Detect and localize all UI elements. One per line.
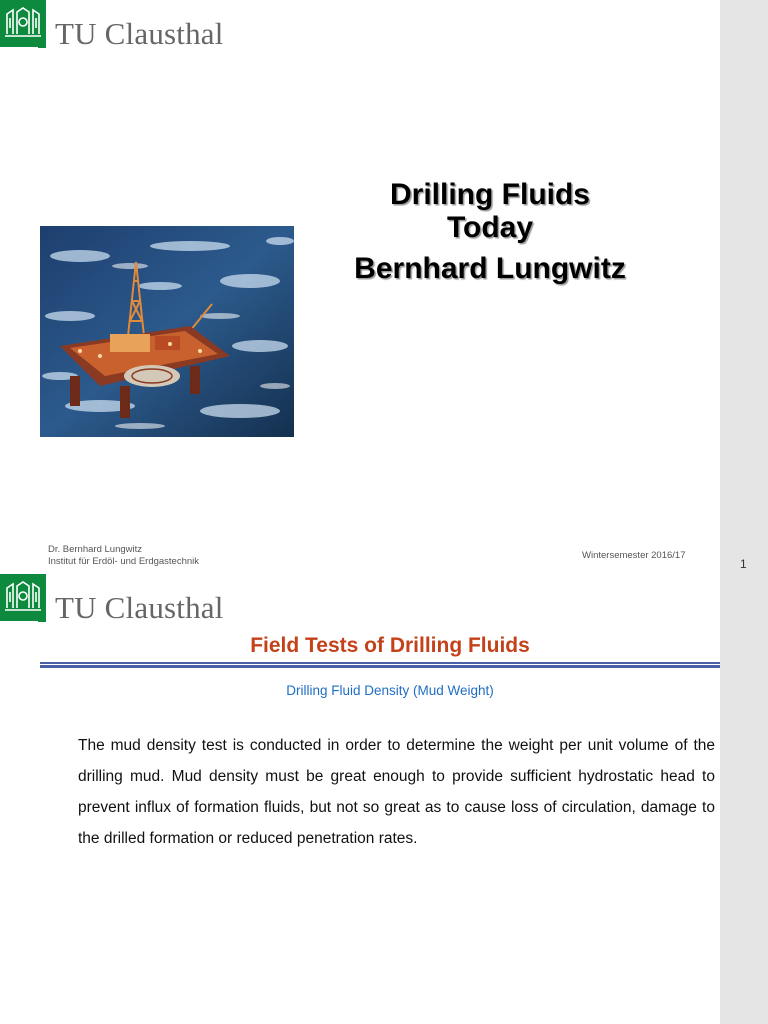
- footer-name: Dr. Bernhard Lungwitz: [48, 544, 142, 555]
- title-line-1: Drilling Fluids: [390, 178, 590, 211]
- footer-institute: Institut für Erdöl- und Erdgastechnik: [48, 556, 200, 567]
- slide-2: [0, 574, 720, 1024]
- university-logo: [0, 574, 224, 625]
- viewer-gutter: [720, 0, 768, 1024]
- university-logo: [0, 0, 224, 51]
- logo-text: TU Clausthal: [55, 590, 224, 625]
- footer-semester: Wintersemester 2016/17: [582, 550, 686, 561]
- offshore-drilling-rig-photo: [40, 226, 294, 437]
- title-rule-thick: [40, 665, 744, 668]
- slide-2-subtitle: Drilling Fluid Density (Mud Weight): [286, 683, 494, 698]
- title-rule-thin: [40, 662, 744, 664]
- slide-title: [300, 178, 680, 285]
- footer-author-info: [48, 544, 199, 568]
- logo-text: TU Clausthal: [55, 16, 224, 51]
- logo-dot: [38, 40, 46, 48]
- slide-2-body: The mud density test is conducted in order to determine the weight per unit volume of the drilling mud. Mud density must be great enough to provide sufficient hydrostatic head to prevent influx of formation fluids, but not so great as to cause loss of circulation, damage to the drilled formation or reduced penetration rates.: [78, 737, 715, 847]
- page-number: 1: [740, 557, 747, 571]
- author-name: Bernhard Lungwitz: [354, 252, 626, 285]
- title-line-2: Today: [446, 211, 534, 244]
- slide-2-title: Field Tests of Drilling Fluids: [250, 634, 530, 657]
- logo-dot: [38, 614, 46, 622]
